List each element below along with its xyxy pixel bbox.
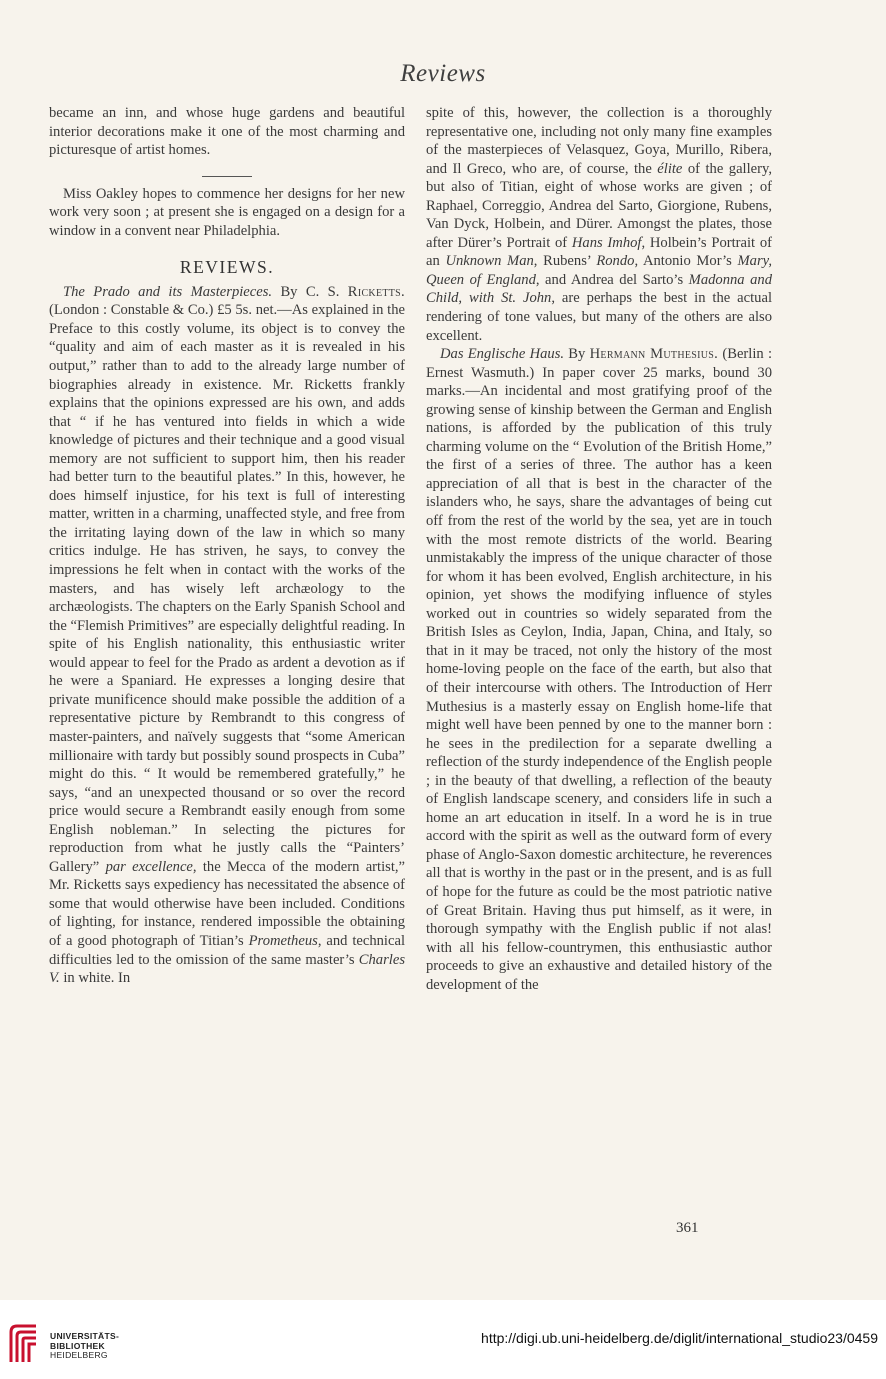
artwork-title: Madonna and Child, with St. John xyxy=(426,271,772,307)
by-line: By xyxy=(564,346,590,363)
separator-rule xyxy=(202,176,252,177)
review-body: —As explained in the Preface to this costly volume, its object is to convey the “quality and aim of each master as it is revealed in his output,” rather than to add to the already large number of biographies already in existence. Mr. Ricketts frankly explains that the opinions expressed are his own, and adds that “ if he has ventured into fields in which a wide knowledge of pictures and their technique and a good visual memory are not sufficient to support him, then his reader had better turn to the beautiful plates.” In this, however, he does himself injustice, for his text is full of interesting matter, written in a charming, unaffected style, and free from the irritating laying down of the law in which so many critics indulge. He has striven, he says, to convey the impressions he felt when in contact with the works of the masters, and has wisely left archæology to the archæologists. The chapters on the Early Spanish School and the “Flemish Primitives” are especially delightful reading. In spite of his English nationality, this enthusiastic writer would appear to feel for the Prado as ardent a devotion as if he were a Spaniard. He expresses a longing desire that private munificence should make possible the addition of a representative picture by Rembrandt to this congress of master-painters, and naïvely suggests that “some American millionaire with tardy but possibly sound prospects in Cuba” might do this. “ It would be remembered gratefully,” he says, “and an unexpected thousand or so over the record price would secure a Rembrandt easily enough from some English nobleman.” In selecting the pictures for reproduction from what he justly calls the “Painters’ Gallery” xyxy=(49,302,405,875)
page-number: 361 xyxy=(676,1220,699,1236)
review-body: , the Mecca of the modern artist,” Mr. Ricketts says expediency has necessitated the absence of some that would otherwise have been included. Conditions of lighting, for instance, rendered impossible the obtaining of a good photograph of Titian’s xyxy=(49,858,406,949)
library-name-line: BIBLIOTHEK xyxy=(50,1340,105,1351)
library-name-line: HEIDELBERG xyxy=(50,1350,108,1360)
publisher-info: (London : Constable & Co.) £5 5s. net. xyxy=(49,302,278,319)
continuation-paragraph xyxy=(426,104,772,345)
oakley-paragraph: Miss Oakley hopes to commence her designs for her new work very soon ; at present she is engaged on a design for a window in a convent near Philadelphia. xyxy=(49,185,405,239)
author-name: Hermann Muthesius. xyxy=(589,346,719,363)
running-header: Reviews xyxy=(400,60,486,87)
artwork-title: Prometheus xyxy=(248,932,318,949)
book-title: The Prado and its Masterpieces. xyxy=(63,283,273,300)
review-prado xyxy=(49,283,405,988)
book-title: Das Englische Haus. xyxy=(440,346,565,363)
artwork-title: Mary, Queen of England xyxy=(426,253,772,288)
italic-phrase: par excellence xyxy=(105,858,193,875)
body-text: spite of this, however, the collection is a thoroughly representative one, including not only many fine examples of the masterpieces of Velasquez, Goya, Murillo, Ribera, and Il Greco, who are, of course, the xyxy=(426,105,772,177)
library-footer xyxy=(0,1300,886,1379)
body-text: , are perhaps the best in the actual rendering of tone values, but many of the others are also excellent. xyxy=(426,290,772,344)
italic-word: élite xyxy=(657,160,683,177)
author-name: Ricketts. xyxy=(347,283,405,300)
source-url[interactable]: http://digi.ub.uni-heidelberg.de/diglit/international_studio23/0459 xyxy=(481,1330,878,1346)
left-column xyxy=(49,104,405,988)
body-text: of the gallery, but also of Titian, eight of whose works are given ; of Raphael, Correggio, Andrea del Sarto, Giorgione, Rubens, Van Dyck, Holbein, and Dürer. Amongst the plates, those after Dürer’s Portrait of xyxy=(426,160,772,251)
body-text: , Holbein’s Portrait of an xyxy=(426,234,772,270)
library-logo-icon xyxy=(8,1322,42,1366)
by-line: By C. S. xyxy=(272,283,348,300)
publisher-info: (Berlin : Ernest Wasmuth.) In paper cover 25 marks, bound 30 marks. xyxy=(426,346,772,400)
section-heading: REVIEWS. xyxy=(179,257,275,278)
artwork-title: Unknown Man xyxy=(445,253,534,270)
artwork-title: Hans Imhof xyxy=(571,234,642,251)
library-name xyxy=(50,1332,119,1361)
body-text: , Antonio Mor’s xyxy=(634,253,738,270)
right-column xyxy=(426,104,772,994)
review-body: , and technical difficulties led to the omission of the same master’s xyxy=(49,932,405,968)
review-body: in white. In xyxy=(59,970,131,987)
review-body: —An incidental and most gratifying proof of the growing sense of kinship between the German and English nations, is afforded by the publication of this truly charming volume on the “ Evolution of the British Home,” the first of a series of three. The author has a keen appreciation of all that is best in the character of the islanders who, he says, share the advantages of being cut off from the rest of the world by the sea, yet are in touch with the most remote districts of the world. Bearing unmistakably the impress of the unique character of those for whom it has been evolved, English architecture, in his opinion, yet shows the modifying influence of styles worked out in countries so widely separated from the British Isles as Ceylon, India, Japan, China, and Italy, so that in it may be traced, not only the history of the most home-loving people on the face of the earth, but also that of their intercourse with others. The Introduction of Herr Muthesius is a masterly essay on English home-life that might well have been penned by one to the manner born : he sees in the predilection for a separate dwelling a reflection of the sturdy independence of the English people ; in the beauty of that dwelling, a reflection of the beauty of English landscape scenery, and considers life in such a home an art education in itself. In a word he is in true accord with the spirit as well as the outward form of every phase of Anglo-Saxon domestic architecture, he reverences all that is worthy in the past or in the present, and is as full of hope for the future as could be the most patriotic native of Great Britain. Having thus put himself, as it were, in thorough sympathy with the English public if not alas! with all his fellow-countrymen, this enthusiastic author proceeds to give an exhaustive and detailed history of the development of the xyxy=(426,383,772,993)
review-englische-haus xyxy=(426,345,772,994)
intro-paragraph: became an inn, and whose huge gardens and beautiful interior decorations make it one of the most charming and picturesque of artist homes. xyxy=(49,105,405,159)
artwork-title: Rondo xyxy=(596,253,635,270)
artwork-title: Charles V. xyxy=(49,951,405,987)
library-name-line: UNIVERSITÄTS- xyxy=(50,1331,120,1341)
body-text: , Rubens’ xyxy=(533,253,597,270)
body-text: , and Andrea del Sarto’s xyxy=(535,271,689,288)
